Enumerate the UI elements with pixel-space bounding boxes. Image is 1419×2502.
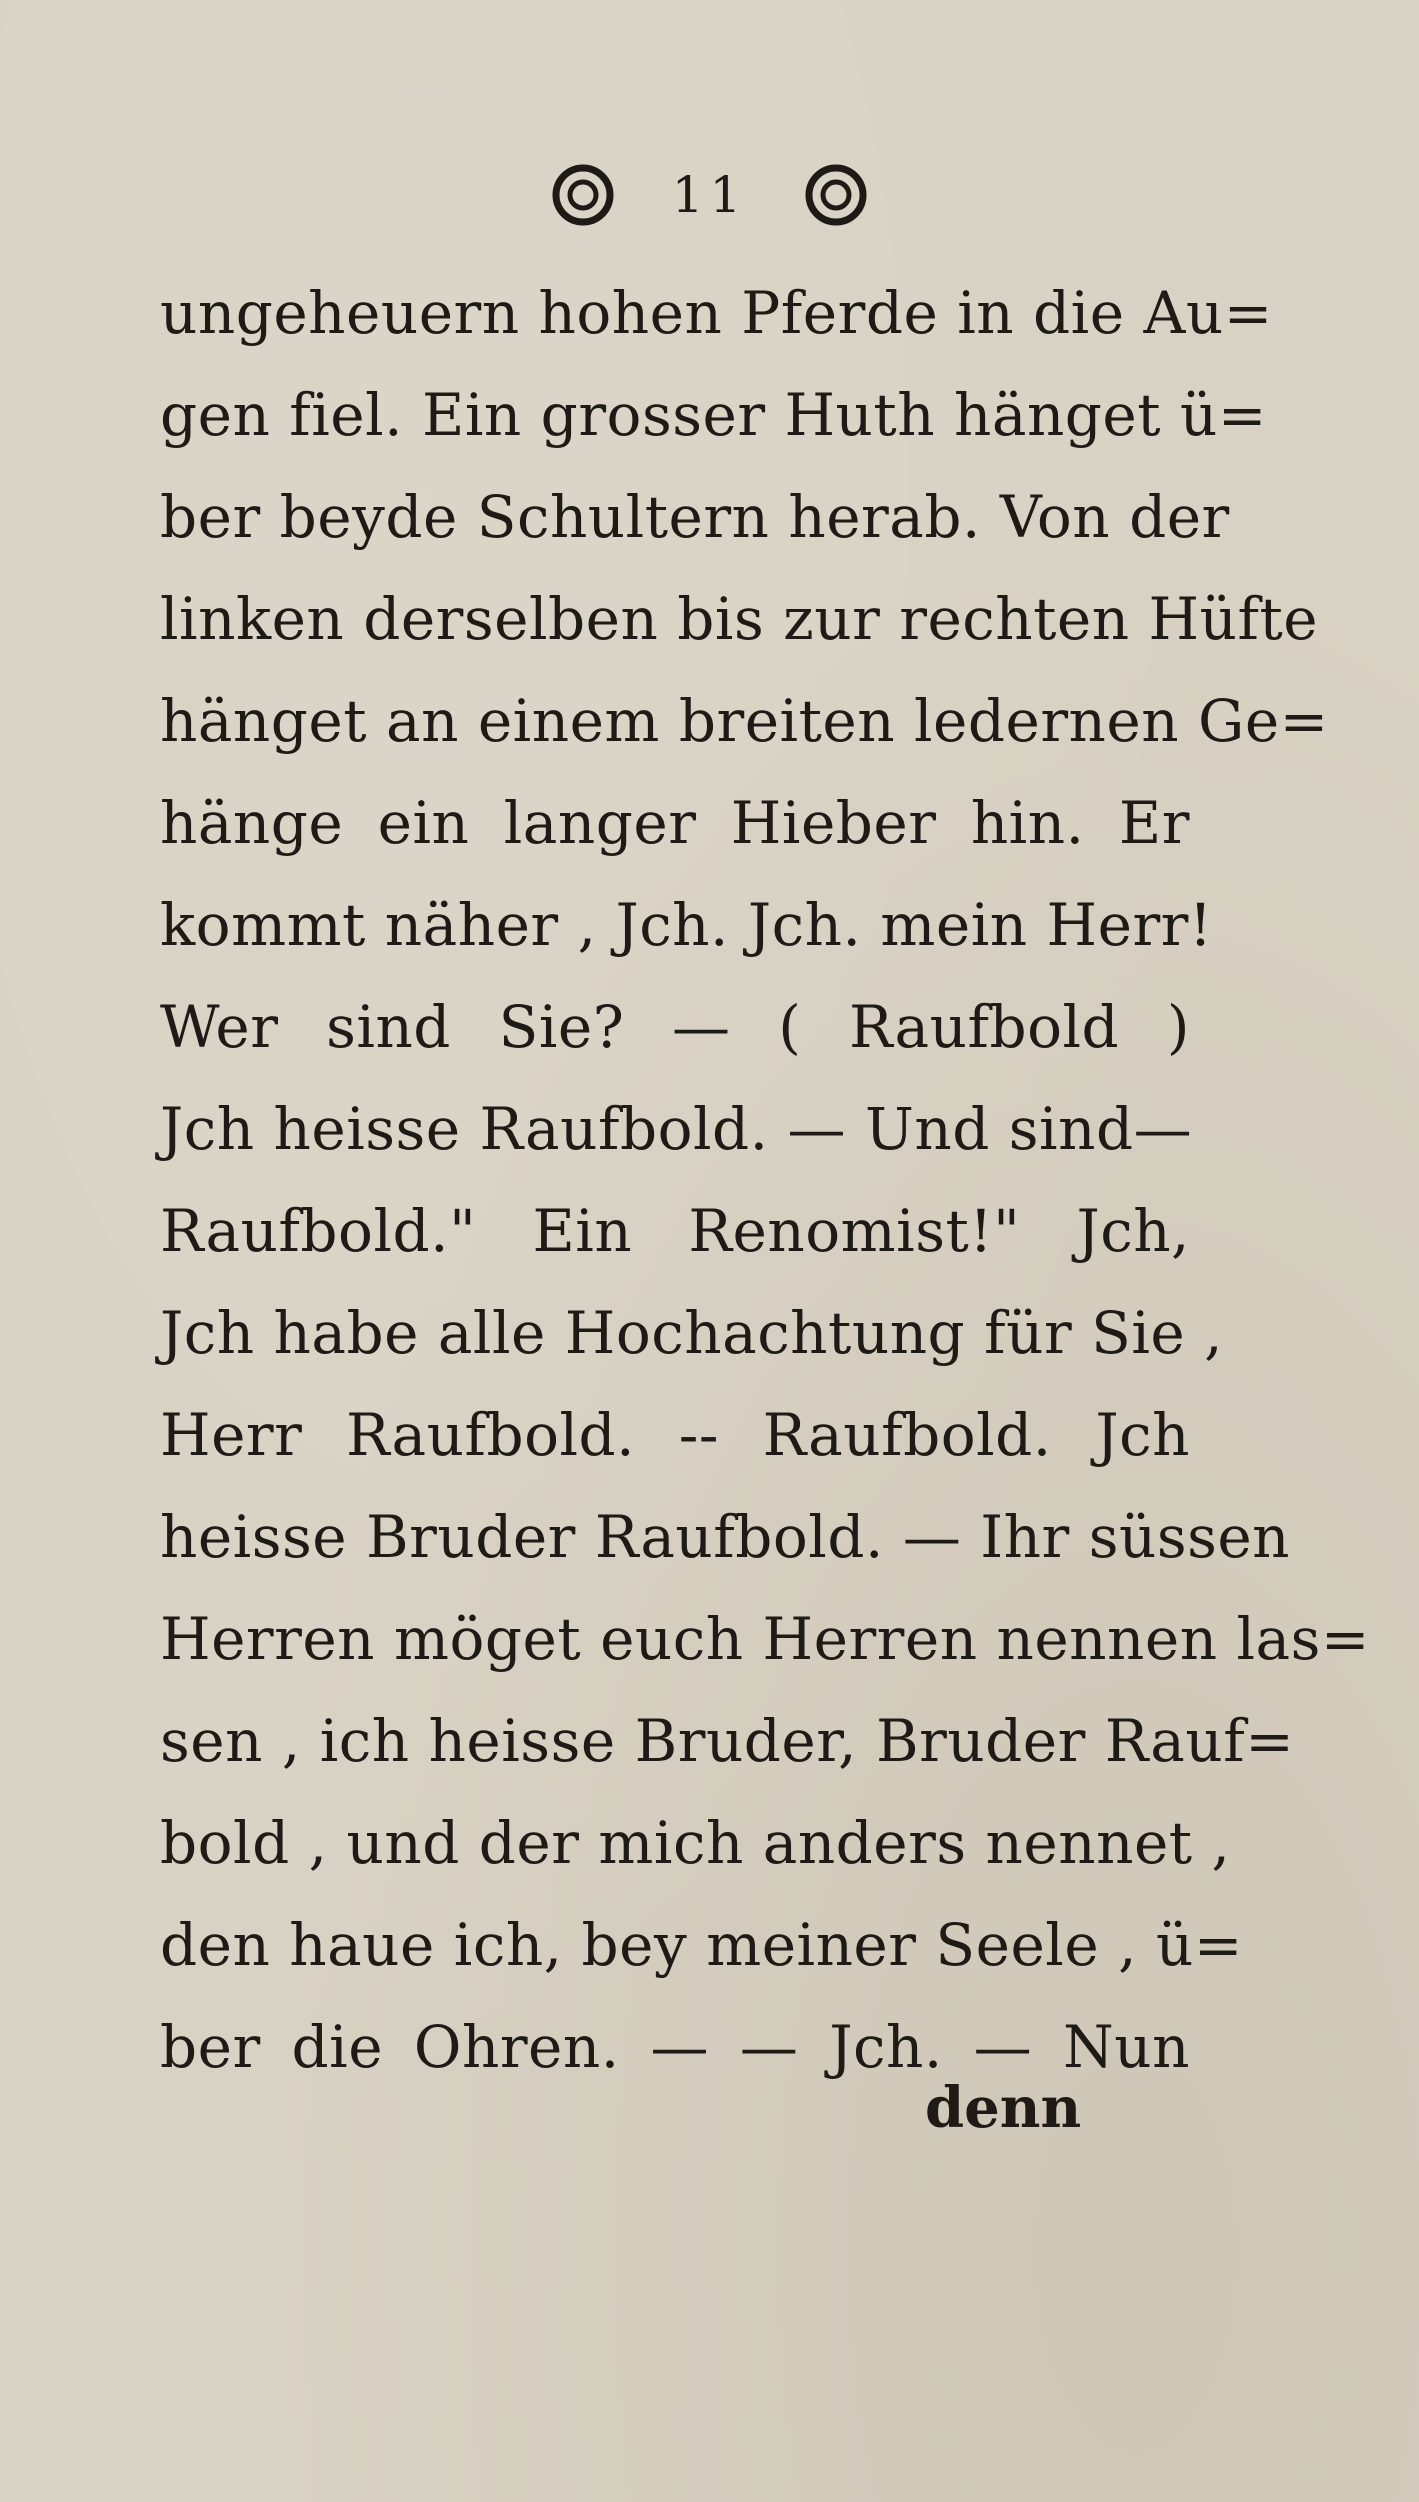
circle-ornament-icon [552,164,614,226]
text-line: ber beyde Schultern herab. Von der [160,483,1230,551]
text-line: den haue ich, bey meiner Seele , ü= [160,1911,1243,1979]
body-text [160,262,1371,2098]
catchword: denn [925,2075,1082,2141]
text-line: sen , ich heisse Bruder, Bruder Rauf= [160,1707,1295,1775]
text-line: Herren möget euch Herren nennen las= [160,1605,1371,1673]
text-line: hänge ein langer Hieber hin. Er [160,789,1190,857]
text-line: Jch heisse Raufbold. — Und sind— [160,1095,1193,1163]
text-line: Herr Raufbold. -- Raufbold. Jch [160,1401,1190,1469]
text-line: Raufbold." Ein Renomist!" Jch, [160,1197,1190,1265]
text-line: bold , und der mich anders nennet , [160,1809,1231,1877]
text-line: ungeheuern hohen Pferde in die Au= [160,279,1273,347]
text-line: heisse Bruder Raufbold. — Ihr süssen [160,1503,1291,1571]
text-line: hänget an einem breiten ledernen Ge= [160,687,1329,755]
circle-ornament-icon [805,164,867,226]
text-line: gen fiel. Ein grosser Huth hänget ü= [160,381,1267,449]
page-number: 11 [671,166,748,224]
text-line: Wer sind Sie? — ( Raufbold ) [160,993,1190,1061]
text-line: kommt näher , Jch. Jch. mein Herr! [160,891,1213,959]
text-line: ber die Ohren. — — Jch. — Nun [160,2013,1190,2081]
text-line: linken derselben bis zur rechten Hüfte [160,585,1319,653]
page-header [0,150,1419,240]
text-line: Jch habe alle Hochachtung für Sie , [160,1299,1224,1367]
